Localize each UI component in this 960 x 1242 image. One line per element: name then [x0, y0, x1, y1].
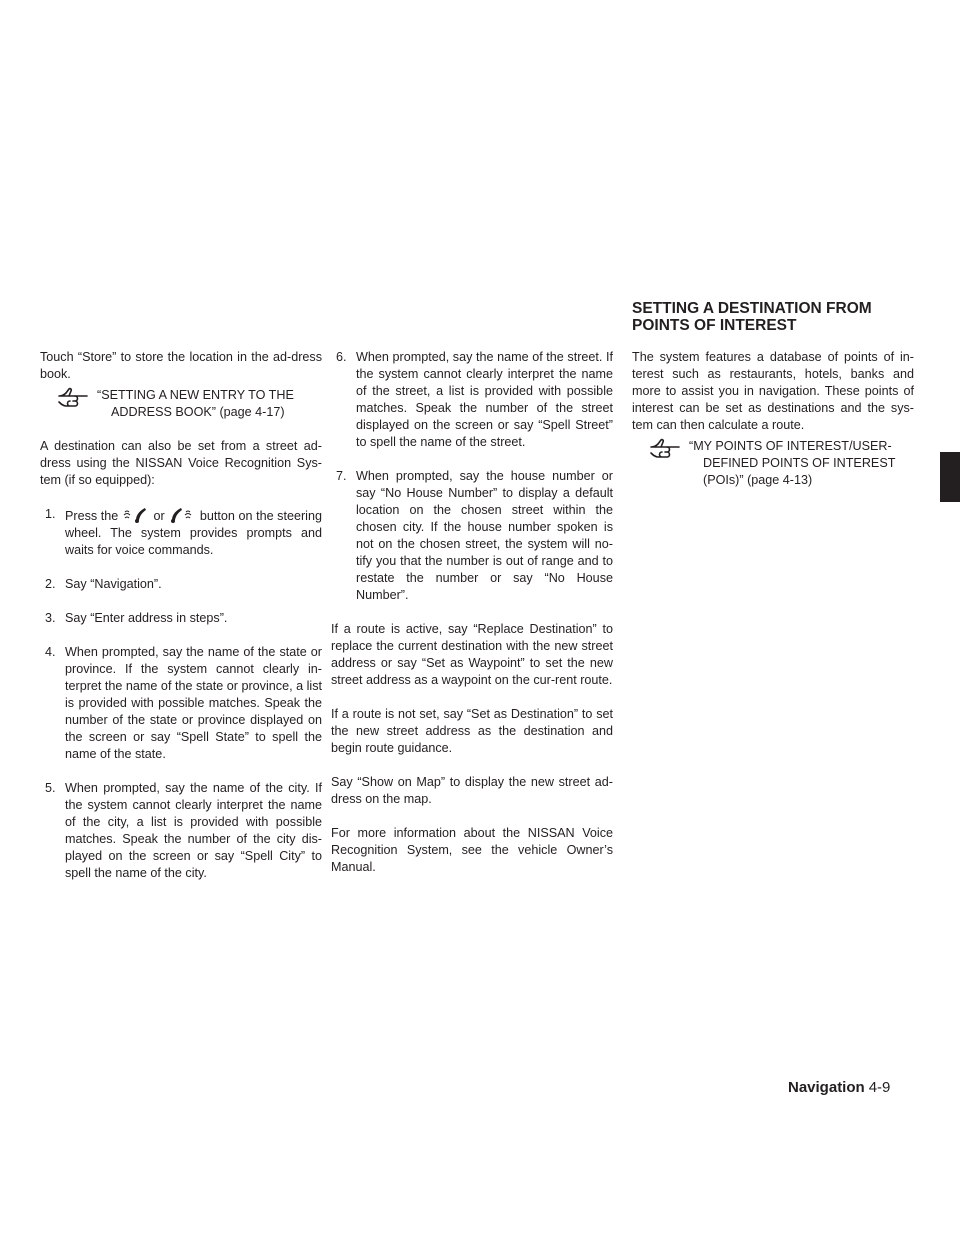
step-number: 5. [45, 781, 56, 795]
step-list [331, 349, 613, 604]
step-text: Say “Navigation”. [65, 577, 162, 591]
page-footer [788, 1079, 890, 1096]
list-item [331, 349, 613, 451]
step-text-middle: or [153, 509, 165, 523]
list-item [40, 780, 322, 882]
voice-talk-alt-icon [168, 506, 196, 524]
step-number: 4. [45, 645, 56, 659]
route-active-paragraph: If a route is active, say “Replace Destination” to replace the current destination with the new street address or say “Set as Waypoint” to set the new street address as a waypoint on the cur-rent route. [331, 622, 613, 687]
section-title-line2: POINTS OF INTEREST [632, 317, 797, 334]
step-text: When prompted, say the name of the street. If the system cannot clearly interpret the name of the street, a list is provided with possible matches. Speak the number of the street displayed on the screen or say “Spell Street” to spell the name of the street. [356, 350, 613, 449]
step-text-suffix: button on the steering wheel. The system provides prompts and waits for voice commands. [65, 509, 322, 557]
more-info-paragraph: For more information about the NISSAN Voice Recognition System, see the vehicle Owner’s Manual. [331, 826, 613, 874]
list-item [40, 506, 322, 559]
column-3 [632, 349, 914, 506]
list-item [40, 644, 322, 763]
chapter-tab-marker [940, 452, 960, 502]
column-2 [331, 349, 613, 893]
list-item [40, 576, 322, 593]
step-list [40, 506, 322, 882]
step-number: 6. [336, 350, 347, 364]
intro-paragraph: Touch “Store” to store the location in the ad-dress book. [40, 350, 322, 381]
poi-intro-paragraph: The system features a database of points of in-terest such as restaurants, hotels, banks and more to assist you in navigation. These points of interest can be set as destinations and the sys-tem can then calculate a route. [632, 350, 914, 432]
pointing-hand-icon [57, 387, 89, 409]
reference-text: “MY POINTS OF INTEREST/USER-DEFINED POINTS OF INTEREST (POIs)” (page 4-13) [689, 439, 896, 487]
section-title [632, 300, 932, 334]
reference-text: “SETTING A NEW ENTRY TO THE ADDRESS BOOK” (page 4-17) [97, 388, 294, 419]
voice-intro-paragraph: A destination can also be set from a street ad-dress using the NISSAN Voice Recognition Sys-tem (if so equipped): [40, 439, 322, 487]
step-text: Say “Enter address in steps”. [65, 611, 228, 625]
step-text-prefix: Press the [65, 509, 119, 523]
step-number: 3. [45, 611, 56, 625]
list-item [40, 610, 322, 627]
show-on-map-paragraph: Say “Show on Map” to display the new street ad-dress on the map. [331, 775, 613, 806]
cross-reference [40, 387, 322, 421]
step-text: When prompted, say the name of the state or province. If the system cannot clearly in-terpret the name of the state or province, a list is provided with possible matches. Speak the number of the state or province displayed on the screen or say “Spell State” to spell the name of the state. [65, 645, 322, 761]
step-number: 2. [45, 577, 56, 591]
step-number: 7. [336, 469, 347, 483]
section-title-line1: SETTING A DESTINATION FROM [632, 300, 872, 317]
step-text: When prompted, say the name of the city. If the system cannot clearly interpret the name of the city, a list is provided with possible matches. Speak the number of the city dis-played on the screen or say “Spell City” to spell the name of the city. [65, 781, 322, 880]
step-number: 1. [45, 507, 56, 521]
column-1 [40, 349, 322, 899]
list-item [331, 468, 613, 604]
cross-reference [632, 438, 914, 489]
route-not-set-paragraph: If a route is not set, say “Set as Destination” to set the new street address as the destination and begin route guidance. [331, 707, 613, 755]
footer-section-label: Navigation [788, 1079, 865, 1096]
voice-talk-icon [122, 506, 150, 524]
step-text: When prompted, say the house number or say “No House Number” to display a default location on the chosen street within the chosen city. If the house number spoken is not on the chosen street, the system will no-tify you that the number is out of range and to restate the number or say “No House Number”. [356, 469, 613, 602]
page-number: 4-9 [868, 1079, 891, 1096]
pointing-hand-icon [649, 438, 681, 460]
